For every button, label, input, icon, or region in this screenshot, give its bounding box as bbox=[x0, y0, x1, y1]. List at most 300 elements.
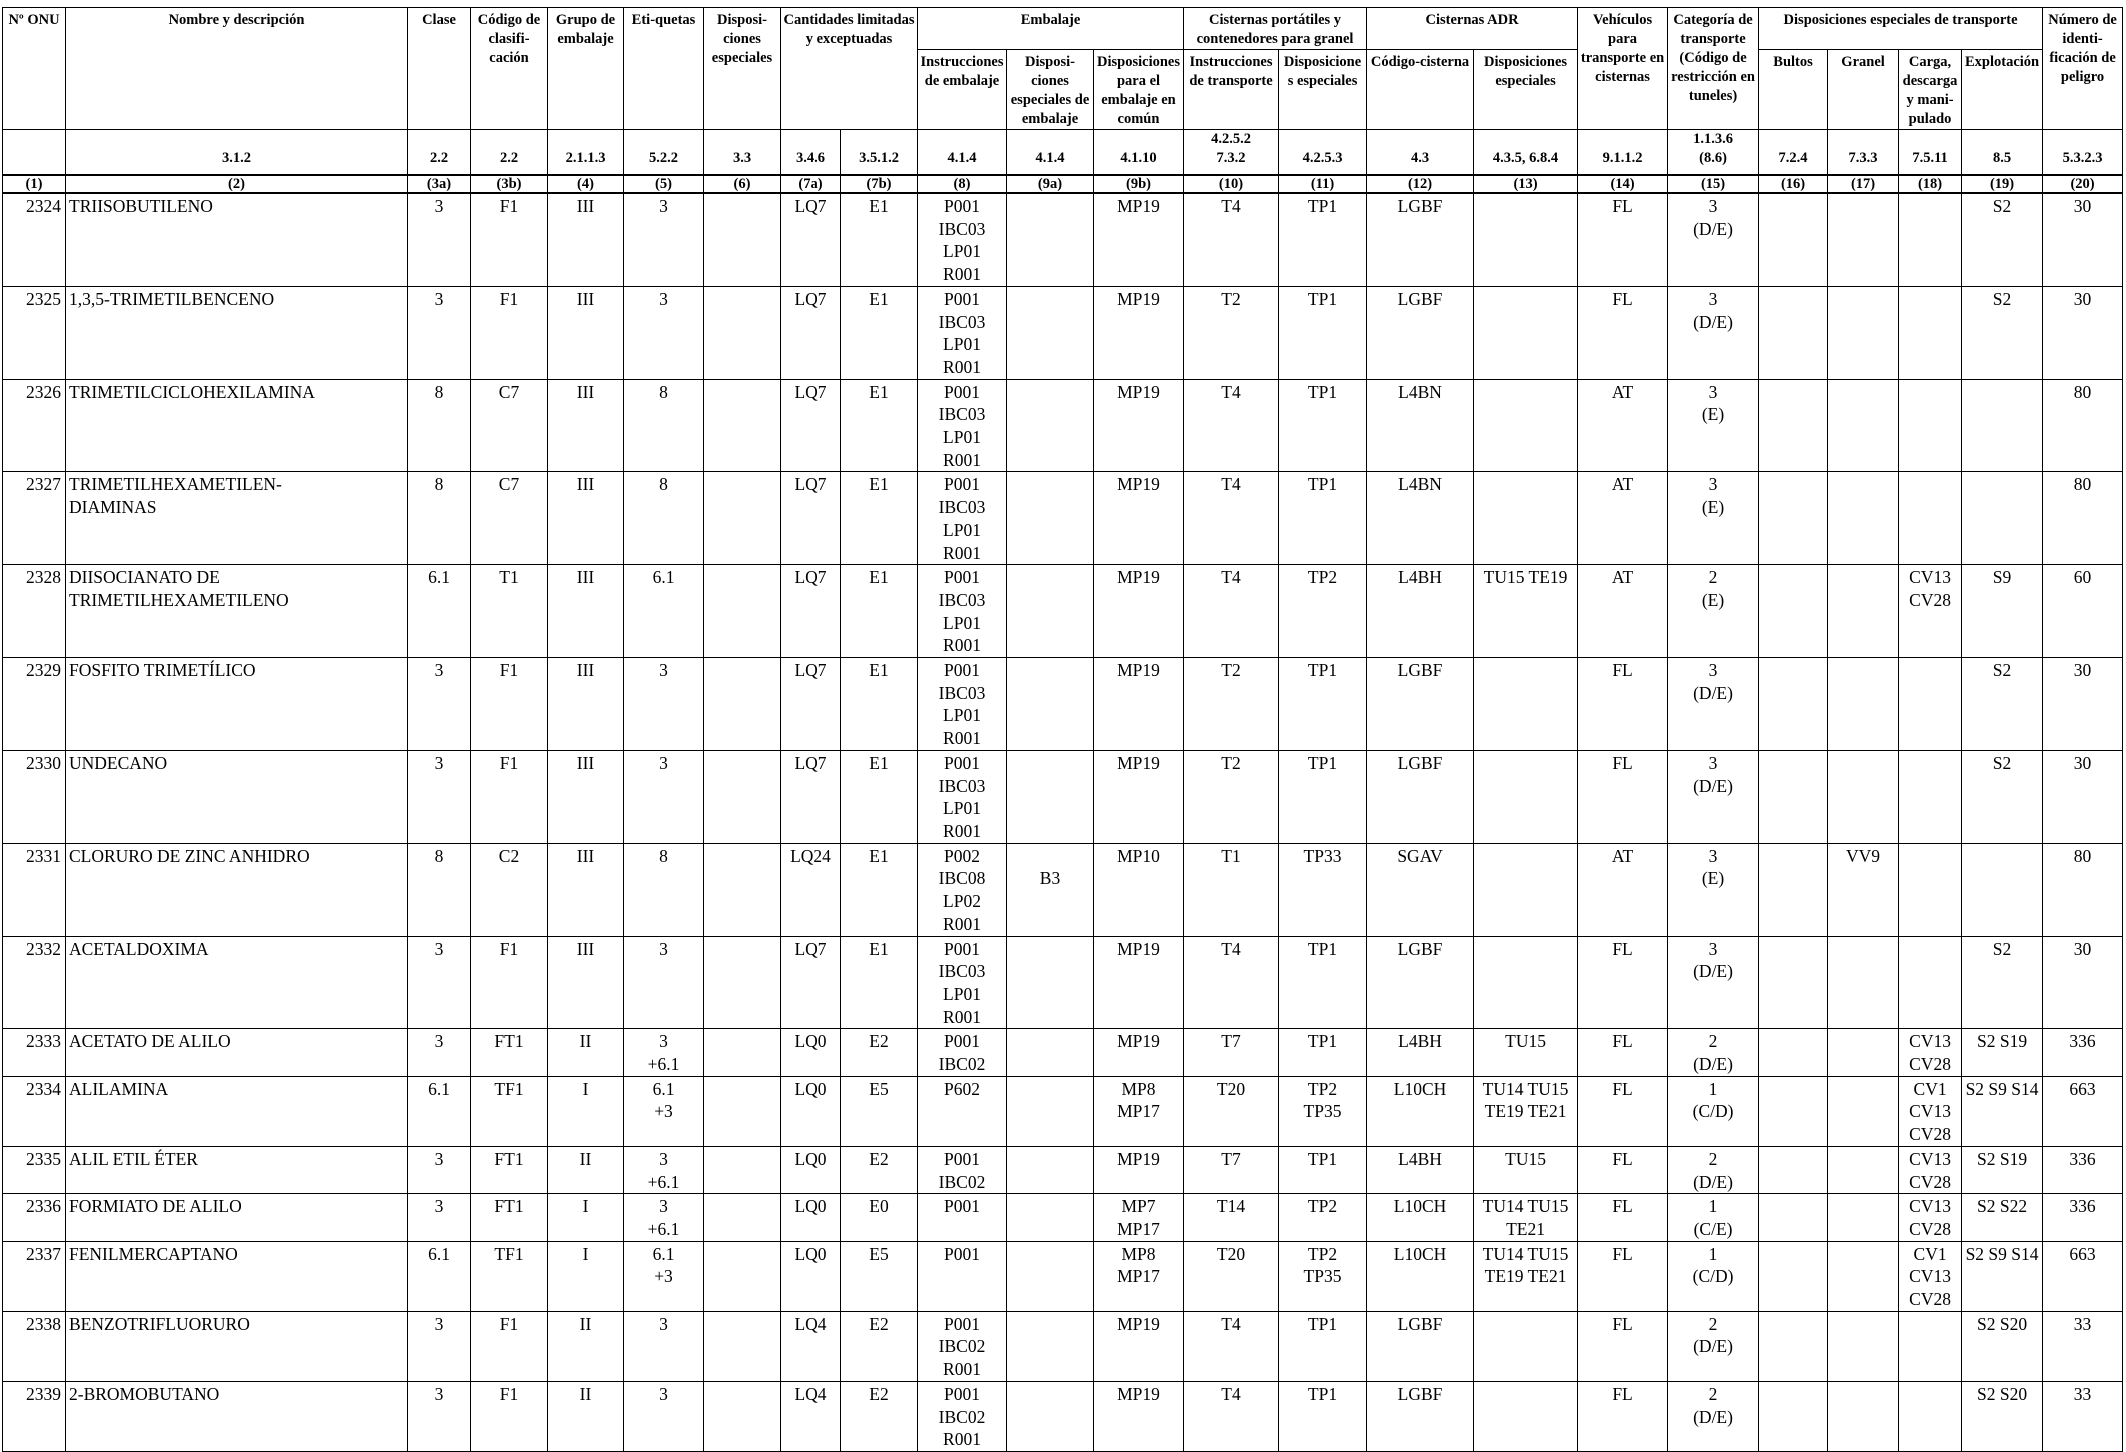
colnum-class: (3a) bbox=[408, 175, 471, 193]
cell-adr-special-provisions bbox=[1474, 379, 1578, 472]
cell-bulk bbox=[1828, 936, 1899, 1029]
cell-un-number: 2334 bbox=[3, 1076, 66, 1146]
cell-packing-instructions: P001 IBC02 bbox=[918, 1029, 1007, 1076]
header-bulk: Granel bbox=[1828, 50, 1899, 130]
cell-classification-code: FT1 bbox=[471, 1146, 548, 1193]
cell-transport-category: 2 (D/E) bbox=[1668, 1311, 1759, 1381]
cell-adr-special-provisions: TU15 bbox=[1474, 1029, 1578, 1076]
cell-packing-group: II bbox=[548, 1146, 624, 1193]
table-row bbox=[3, 472, 2123, 565]
cell-name: FENILMERCAPTANO bbox=[66, 1241, 408, 1311]
cell-tank-code: L4BH bbox=[1367, 565, 1474, 658]
cell-tank-vehicle: FL bbox=[1578, 658, 1668, 751]
cell-tank-special-provisions: TP1 bbox=[1279, 379, 1367, 472]
cell-tank-code: L10CH bbox=[1367, 1241, 1474, 1311]
cell-packing-group: III bbox=[548, 286, 624, 379]
cell-bulk bbox=[1828, 1194, 1899, 1241]
cell-adr-special-provisions bbox=[1474, 1381, 1578, 1451]
cell-un-number: 2327 bbox=[3, 472, 66, 565]
cell-transport-category: 3 (D/E) bbox=[1668, 658, 1759, 751]
cell-excepted-quantity: E5 bbox=[841, 1076, 918, 1146]
cell-name: TRIMETILCICLOHEXILAMINA bbox=[66, 379, 408, 472]
cell-packing-instructions: P001 IBC03 LP01 R001 bbox=[918, 750, 1007, 843]
cell-adr-special-provisions bbox=[1474, 1311, 1578, 1381]
cell-labels: 6.1 +3 bbox=[624, 1241, 704, 1311]
cell-operation: S2 bbox=[1962, 286, 2043, 379]
cell-tank-special-provisions: TP2 bbox=[1279, 1194, 1367, 1241]
cell-classification-code: C2 bbox=[471, 843, 548, 936]
cell-limited-quantity: LQ7 bbox=[781, 472, 841, 565]
cell-classification-code: F1 bbox=[471, 1311, 548, 1381]
cell-special-packing-provisions bbox=[1007, 1146, 1094, 1193]
cell-limited-quantity: LQ7 bbox=[781, 193, 841, 286]
cell-labels: 6.1 +3 bbox=[624, 1076, 704, 1146]
header-packaging: Embalaje bbox=[918, 8, 1184, 50]
cell-tank-code: L4BH bbox=[1367, 1029, 1474, 1076]
cell-hazard-id-number: 663 bbox=[2043, 1241, 2123, 1311]
colnum-packing-group: (4) bbox=[548, 175, 624, 193]
cell-transport-category: 1 (C/D) bbox=[1668, 1241, 1759, 1311]
cell-packages bbox=[1759, 843, 1828, 936]
cell-excepted-quantity: E2 bbox=[841, 1311, 918, 1381]
cell-classification-code: T1 bbox=[471, 565, 548, 658]
cell-limited-quantity: LQ4 bbox=[781, 1311, 841, 1381]
cell-tank-special-provisions: TP2 TP35 bbox=[1279, 1241, 1367, 1311]
cell-labels: 3 +6.1 bbox=[624, 1194, 704, 1241]
cell-tank-special-provisions: TP1 bbox=[1279, 1029, 1367, 1076]
cell-mixed-packing: MP19 bbox=[1094, 750, 1184, 843]
dangerous-goods-table bbox=[2, 7, 2123, 1452]
cell-packing-group: III bbox=[548, 193, 624, 286]
ref-packing-instructions: 4.1.4 bbox=[918, 130, 1007, 176]
cell-hazard-id-number: 80 bbox=[2043, 379, 2123, 472]
cell-tank-code: SGAV bbox=[1367, 843, 1474, 936]
cell-classification-code: TF1 bbox=[471, 1076, 548, 1146]
table-row bbox=[3, 1194, 2123, 1241]
cell-tank-special-provisions: TP1 bbox=[1279, 472, 1367, 565]
cell-un-number: 2331 bbox=[3, 843, 66, 936]
cell-adr-special-provisions bbox=[1474, 472, 1578, 565]
cell-packages bbox=[1759, 1194, 1828, 1241]
cell-operation: S2 S22 bbox=[1962, 1194, 2043, 1241]
header-tank-special-provisions: Disposicione s especiales bbox=[1279, 50, 1367, 130]
cell-classification-code: FT1 bbox=[471, 1029, 548, 1076]
cell-limited-quantity: LQ0 bbox=[781, 1076, 841, 1146]
ref-hazard-id-number: 5.3.2.3 bbox=[2043, 130, 2123, 176]
cell-packing-instructions: P001 IBC03 LP01 R001 bbox=[918, 472, 1007, 565]
cell-packages bbox=[1759, 1241, 1828, 1311]
cell-special-provisions bbox=[704, 1076, 781, 1146]
cell-special-provisions bbox=[704, 658, 781, 751]
cell-class: 3 bbox=[408, 286, 471, 379]
cell-tank-instructions: T2 bbox=[1184, 658, 1279, 751]
ref-tank-instructions: 4.2.5.2 7.3.2 bbox=[1184, 130, 1279, 176]
cell-adr-special-provisions: TU15 bbox=[1474, 1146, 1578, 1193]
cell-limited-quantity: LQ7 bbox=[781, 565, 841, 658]
cell-loading-unloading: CV13 CV28 bbox=[1899, 1029, 1962, 1076]
cell-un-number: 2325 bbox=[3, 286, 66, 379]
header-packages: Bultos bbox=[1759, 50, 1828, 130]
cell-operation: S2 bbox=[1962, 750, 2043, 843]
cell-mixed-packing: MP19 bbox=[1094, 936, 1184, 1029]
cell-class: 8 bbox=[408, 379, 471, 472]
cell-tank-instructions: T2 bbox=[1184, 750, 1279, 843]
cell-loading-unloading bbox=[1899, 1381, 1962, 1451]
cell-bulk bbox=[1828, 472, 1899, 565]
cell-packing-group: III bbox=[548, 843, 624, 936]
header-mixed-packing: Disposiciones para el embalaje en común bbox=[1094, 50, 1184, 130]
table-row bbox=[3, 843, 2123, 936]
cell-special-provisions bbox=[704, 1311, 781, 1381]
cell-tank-instructions: T20 bbox=[1184, 1076, 1279, 1146]
cell-un-number: 2332 bbox=[3, 936, 66, 1029]
cell-hazard-id-number: 336 bbox=[2043, 1146, 2123, 1193]
cell-tank-instructions: T20 bbox=[1184, 1241, 1279, 1311]
cell-packing-instructions: P001 IBC03 LP01 R001 bbox=[918, 658, 1007, 751]
cell-excepted-quantity: E1 bbox=[841, 472, 918, 565]
cell-packing-group: II bbox=[548, 1311, 624, 1381]
cell-packing-instructions: P001 IBC03 LP01 R001 bbox=[918, 936, 1007, 1029]
cell-class: 3 bbox=[408, 1029, 471, 1076]
cell-packages bbox=[1759, 1146, 1828, 1193]
cell-mixed-packing: MP10 bbox=[1094, 843, 1184, 936]
cell-transport-category: 1 (C/E) bbox=[1668, 1194, 1759, 1241]
cell-special-provisions bbox=[704, 1029, 781, 1076]
cell-limited-quantity: LQ0 bbox=[781, 1194, 841, 1241]
ref-special-provisions: 3.3 bbox=[704, 130, 781, 176]
header-special-transport-provisions: Disposiciones especiales de transporte bbox=[1759, 8, 2043, 50]
cell-un-number: 2326 bbox=[3, 379, 66, 472]
cell-class: 3 bbox=[408, 1146, 471, 1193]
colnum-loading-unloading: (18) bbox=[1899, 175, 1962, 193]
cell-loading-unloading: CV1 CV13 CV28 bbox=[1899, 1076, 1962, 1146]
colnum-labels: (5) bbox=[624, 175, 704, 193]
cell-adr-special-provisions bbox=[1474, 658, 1578, 751]
cell-operation: S2 S19 bbox=[1962, 1146, 2043, 1193]
cell-packing-group: III bbox=[548, 472, 624, 565]
cell-tank-special-provisions: TP1 bbox=[1279, 936, 1367, 1029]
cell-limited-quantity: LQ0 bbox=[781, 1241, 841, 1311]
cell-hazard-id-number: 80 bbox=[2043, 843, 2123, 936]
cell-bulk bbox=[1828, 286, 1899, 379]
cell-bulk bbox=[1828, 1241, 1899, 1311]
cell-class: 8 bbox=[408, 472, 471, 565]
reference-row bbox=[3, 130, 2123, 176]
colnum-operation: (19) bbox=[1962, 175, 2043, 193]
cell-tank-vehicle: FL bbox=[1578, 1076, 1668, 1146]
cell-mixed-packing: MP19 bbox=[1094, 379, 1184, 472]
table-row bbox=[3, 379, 2123, 472]
cell-bulk bbox=[1828, 565, 1899, 658]
cell-classification-code: F1 bbox=[471, 658, 548, 751]
cell-packing-instructions: P001 bbox=[918, 1194, 1007, 1241]
cell-packing-instructions: P001 IBC02 bbox=[918, 1146, 1007, 1193]
cell-labels: 3 bbox=[624, 658, 704, 751]
cell-classification-code: F1 bbox=[471, 286, 548, 379]
ref-limited-quantity: 3.4.6 bbox=[781, 130, 841, 176]
cell-transport-category: 3 (D/E) bbox=[1668, 936, 1759, 1029]
cell-transport-category: 2 (D/E) bbox=[1668, 1146, 1759, 1193]
header-adr-tanks: Cisternas ADR bbox=[1367, 8, 1578, 50]
cell-special-packing-provisions bbox=[1007, 1029, 1094, 1076]
cell-special-packing-provisions bbox=[1007, 1194, 1094, 1241]
colnum-mixed-packing: (9b) bbox=[1094, 175, 1184, 193]
cell-class: 6.1 bbox=[408, 1076, 471, 1146]
cell-labels: 6.1 bbox=[624, 565, 704, 658]
cell-special-provisions bbox=[704, 1241, 781, 1311]
cell-special-packing-provisions bbox=[1007, 1381, 1094, 1451]
cell-tank-vehicle: FL bbox=[1578, 1194, 1668, 1241]
table-row bbox=[3, 1029, 2123, 1076]
cell-labels: 3 bbox=[624, 193, 704, 286]
cell-bulk: VV9 bbox=[1828, 843, 1899, 936]
cell-loading-unloading: CV13 CV28 bbox=[1899, 1146, 1962, 1193]
cell-packing-instructions: P001 IBC03 LP01 R001 bbox=[918, 379, 1007, 472]
cell-class: 3 bbox=[408, 658, 471, 751]
header-tank-instructions: Instrucciones de transporte bbox=[1184, 50, 1279, 130]
table-row bbox=[3, 286, 2123, 379]
cell-special-provisions bbox=[704, 472, 781, 565]
cell-mixed-packing: MP19 bbox=[1094, 658, 1184, 751]
cell-mixed-packing: MP8 MP17 bbox=[1094, 1241, 1184, 1311]
header-labels: Eti-quetas bbox=[624, 8, 704, 130]
colnum-tank-instructions: (10) bbox=[1184, 175, 1279, 193]
cell-loading-unloading bbox=[1899, 1311, 1962, 1381]
cell-tank-code: L4BN bbox=[1367, 472, 1474, 565]
cell-bulk bbox=[1828, 1029, 1899, 1076]
cell-special-provisions bbox=[704, 379, 781, 472]
cell-hazard-id-number: 336 bbox=[2043, 1029, 2123, 1076]
cell-adr-special-provisions bbox=[1474, 843, 1578, 936]
cell-tank-code: LGBF bbox=[1367, 286, 1474, 379]
cell-operation: S2 bbox=[1962, 658, 2043, 751]
colnum-excepted-quantity: (7b) bbox=[841, 175, 918, 193]
cell-packing-group: III bbox=[548, 379, 624, 472]
table-row bbox=[3, 658, 2123, 751]
cell-packages bbox=[1759, 1311, 1828, 1381]
cell-tank-vehicle: FL bbox=[1578, 193, 1668, 286]
table-row bbox=[3, 1076, 2123, 1146]
cell-tank-vehicle: FL bbox=[1578, 1241, 1668, 1311]
cell-mixed-packing: MP19 bbox=[1094, 1311, 1184, 1381]
cell-name: ALILAMINA bbox=[66, 1076, 408, 1146]
cell-hazard-id-number: 80 bbox=[2043, 472, 2123, 565]
colnum-packing-instructions: (8) bbox=[918, 175, 1007, 193]
cell-tank-special-provisions: TP1 bbox=[1279, 286, 1367, 379]
cell-limited-quantity: LQ4 bbox=[781, 1381, 841, 1451]
cell-tank-instructions: T7 bbox=[1184, 1029, 1279, 1076]
cell-transport-category: 2 (D/E) bbox=[1668, 1381, 1759, 1451]
cell-excepted-quantity: E1 bbox=[841, 286, 918, 379]
cell-labels: 8 bbox=[624, 843, 704, 936]
cell-mixed-packing: MP19 bbox=[1094, 565, 1184, 658]
cell-packages bbox=[1759, 658, 1828, 751]
cell-un-number: 2330 bbox=[3, 750, 66, 843]
cell-classification-code: TF1 bbox=[471, 1241, 548, 1311]
cell-mixed-packing: MP19 bbox=[1094, 286, 1184, 379]
cell-mixed-packing: MP8 MP17 bbox=[1094, 1076, 1184, 1146]
cell-tank-vehicle: AT bbox=[1578, 472, 1668, 565]
cell-loading-unloading bbox=[1899, 936, 1962, 1029]
cell-labels: 3 bbox=[624, 1381, 704, 1451]
header-limited-quantities: Cantidades limitadas y exceptuadas bbox=[781, 8, 918, 130]
cell-packing-instructions: P001 IBC02 R001 bbox=[918, 1311, 1007, 1381]
cell-tank-instructions: T4 bbox=[1184, 1311, 1279, 1381]
ref-name: 3.1.2 bbox=[66, 130, 408, 176]
cell-operation: S2 S20 bbox=[1962, 1381, 2043, 1451]
cell-un-number: 2338 bbox=[3, 1311, 66, 1381]
cell-name: TRIMETILHEXAMETILEN- DIAMINAS bbox=[66, 472, 408, 565]
colnum-tank-code: (12) bbox=[1367, 175, 1474, 193]
cell-excepted-quantity: E1 bbox=[841, 658, 918, 751]
cell-bulk bbox=[1828, 1076, 1899, 1146]
cell-un-number: 2333 bbox=[3, 1029, 66, 1076]
cell-operation: S2 bbox=[1962, 936, 2043, 1029]
cell-name: ACETATO DE ALILO bbox=[66, 1029, 408, 1076]
cell-tank-code: LGBF bbox=[1367, 1381, 1474, 1451]
cell-packing-instructions: P001 bbox=[918, 1241, 1007, 1311]
cell-tank-special-provisions: TP1 bbox=[1279, 658, 1367, 751]
cell-operation: S2 S20 bbox=[1962, 1311, 2043, 1381]
cell-adr-special-provisions: TU15 TE19 bbox=[1474, 565, 1578, 658]
cell-labels: 3 bbox=[624, 286, 704, 379]
cell-packing-instructions: P001 IBC03 LP01 R001 bbox=[918, 193, 1007, 286]
cell-class: 3 bbox=[408, 1194, 471, 1241]
cell-classification-code: C7 bbox=[471, 472, 548, 565]
ref-packages: 7.2.4 bbox=[1759, 130, 1828, 176]
header-hazard-id-number: Número de identi-ficación de peligro bbox=[2043, 8, 2123, 130]
cell-transport-category: 3 (E) bbox=[1668, 472, 1759, 565]
cell-tank-special-provisions: TP2 bbox=[1279, 565, 1367, 658]
cell-class: 6.1 bbox=[408, 565, 471, 658]
colnum-hazard-id-number: (20) bbox=[2043, 175, 2123, 193]
cell-classification-code: F1 bbox=[471, 936, 548, 1029]
cell-special-packing-provisions bbox=[1007, 286, 1094, 379]
cell-loading-unloading bbox=[1899, 472, 1962, 565]
cell-hazard-id-number: 30 bbox=[2043, 936, 2123, 1029]
cell-mixed-packing: MP19 bbox=[1094, 472, 1184, 565]
header-tank-vehicles: Vehículos para transporte en cisternas bbox=[1578, 8, 1668, 130]
cell-name: DIISOCIANATO DE TRIMETILHEXAMETILENO bbox=[66, 565, 408, 658]
cell-tank-special-provisions: TP1 bbox=[1279, 1146, 1367, 1193]
ref-special-packing-provisions: 4.1.4 bbox=[1007, 130, 1094, 176]
header-special-packing-provisions: Disposi-ciones especiales de embalaje bbox=[1007, 50, 1094, 130]
cell-packing-group: III bbox=[548, 936, 624, 1029]
table-row bbox=[3, 565, 2123, 658]
cell-packages bbox=[1759, 936, 1828, 1029]
cell-packages bbox=[1759, 1029, 1828, 1076]
cell-classification-code: C7 bbox=[471, 379, 548, 472]
colnum-tank-vehicle: (14) bbox=[1578, 175, 1668, 193]
cell-name: UNDECANO bbox=[66, 750, 408, 843]
table-row bbox=[3, 1381, 2123, 1451]
cell-packing-instructions: P001 IBC02 R001 bbox=[918, 1381, 1007, 1451]
cell-tank-instructions: T4 bbox=[1184, 379, 1279, 472]
cell-tank-code: LGBF bbox=[1367, 1311, 1474, 1381]
cell-packing-group: III bbox=[548, 658, 624, 751]
cell-special-provisions bbox=[704, 565, 781, 658]
cell-operation bbox=[1962, 379, 2043, 472]
cell-name: BENZOTRIFLUORURO bbox=[66, 1311, 408, 1381]
cell-name: CLORURO DE ZINC ANHIDRO bbox=[66, 843, 408, 936]
cell-tank-vehicle: FL bbox=[1578, 1146, 1668, 1193]
cell-special-packing-provisions bbox=[1007, 1311, 1094, 1381]
cell-transport-category: 2 (E) bbox=[1668, 565, 1759, 658]
cell-limited-quantity: LQ7 bbox=[781, 286, 841, 379]
colnum-special-provisions: (6) bbox=[704, 175, 781, 193]
cell-tank-special-provisions: TP1 bbox=[1279, 1381, 1367, 1451]
cell-packages bbox=[1759, 750, 1828, 843]
cell-labels: 3 +6.1 bbox=[624, 1029, 704, 1076]
colnum-limited-quantity: (7a) bbox=[781, 175, 841, 193]
cell-packing-group: II bbox=[548, 1029, 624, 1076]
cell-bulk bbox=[1828, 1311, 1899, 1381]
cell-operation: S2 S9 S14 bbox=[1962, 1076, 2043, 1146]
cell-bulk bbox=[1828, 750, 1899, 843]
cell-excepted-quantity: E0 bbox=[841, 1194, 918, 1241]
cell-loading-unloading bbox=[1899, 286, 1962, 379]
cell-tank-instructions: T14 bbox=[1184, 1194, 1279, 1241]
header-name: Nombre y descripción bbox=[66, 8, 408, 130]
table-row bbox=[3, 1146, 2123, 1193]
cell-packages bbox=[1759, 193, 1828, 286]
cell-operation: S9 bbox=[1962, 565, 2043, 658]
cell-special-packing-provisions bbox=[1007, 379, 1094, 472]
cell-packing-instructions: P602 bbox=[918, 1076, 1007, 1146]
cell-tank-instructions: T7 bbox=[1184, 1146, 1279, 1193]
cell-tank-vehicle: AT bbox=[1578, 843, 1668, 936]
cell-bulk bbox=[1828, 193, 1899, 286]
cell-packing-group: III bbox=[548, 750, 624, 843]
column-number-row bbox=[3, 175, 2123, 193]
cell-tank-vehicle: FL bbox=[1578, 1311, 1668, 1381]
cell-tank-vehicle: FL bbox=[1578, 1381, 1668, 1451]
ref-loading-unloading: 7.5.11 bbox=[1899, 130, 1962, 176]
cell-bulk bbox=[1828, 379, 1899, 472]
colnum-tank-special-provisions: (11) bbox=[1279, 175, 1367, 193]
cell-bulk bbox=[1828, 1381, 1899, 1451]
cell-labels: 3 bbox=[624, 750, 704, 843]
cell-classification-code: F1 bbox=[471, 1381, 548, 1451]
header-packing-instructions: Instrucciones de embalaje bbox=[918, 50, 1007, 130]
cell-limited-quantity: LQ7 bbox=[781, 750, 841, 843]
cell-tank-special-provisions: TP1 bbox=[1279, 193, 1367, 286]
cell-tank-special-provisions: TP1 bbox=[1279, 1311, 1367, 1381]
cell-un-number: 2324 bbox=[3, 193, 66, 286]
cell-tank-code: L4BN bbox=[1367, 379, 1474, 472]
cell-operation: S2 S9 S14 bbox=[1962, 1241, 2043, 1311]
cell-hazard-id-number: 30 bbox=[2043, 750, 2123, 843]
header-operation: Explotación bbox=[1962, 50, 2043, 130]
cell-packing-instructions: P001 IBC03 LP01 R001 bbox=[918, 286, 1007, 379]
cell-adr-special-provisions bbox=[1474, 193, 1578, 286]
cell-hazard-id-number: 336 bbox=[2043, 1194, 2123, 1241]
cell-transport-category: 3 (E) bbox=[1668, 379, 1759, 472]
cell-adr-special-provisions: TU14 TU15 TE19 TE21 bbox=[1474, 1241, 1578, 1311]
cell-loading-unloading bbox=[1899, 193, 1962, 286]
cell-loading-unloading bbox=[1899, 750, 1962, 843]
cell-hazard-id-number: 33 bbox=[2043, 1381, 2123, 1451]
cell-class: 3 bbox=[408, 1311, 471, 1381]
cell-limited-quantity: LQ24 bbox=[781, 843, 841, 936]
cell-limited-quantity: LQ0 bbox=[781, 1029, 841, 1076]
cell-packing-group: III bbox=[548, 565, 624, 658]
cell-tank-special-provisions: TP1 bbox=[1279, 750, 1367, 843]
cell-operation: S2 bbox=[1962, 193, 2043, 286]
cell-hazard-id-number: 30 bbox=[2043, 193, 2123, 286]
cell-special-packing-provisions: B3 bbox=[1007, 843, 1094, 936]
cell-limited-quantity: LQ7 bbox=[781, 379, 841, 472]
